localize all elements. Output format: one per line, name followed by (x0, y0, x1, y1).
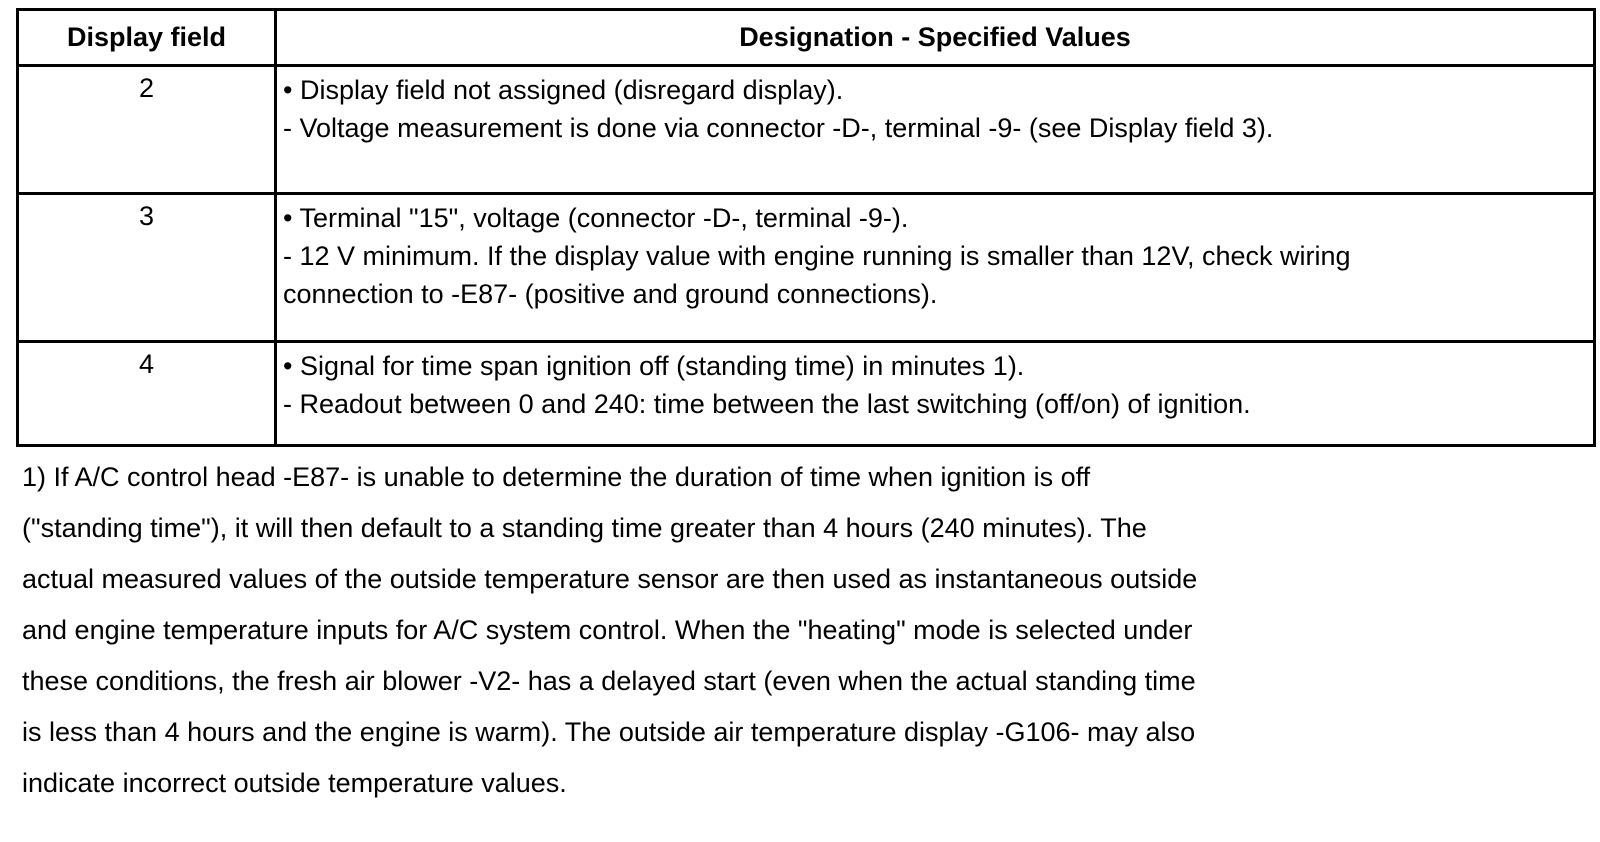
table-header-row (18, 10, 1595, 66)
table-row (18, 66, 1595, 194)
footnote-line: actual measured values of the outside temperature sensor are then used as instantaneous outside (22, 564, 1198, 594)
display-field-number: 2 (18, 66, 276, 194)
footnote-line: and engine temperature inputs for A/C system control. When the "heating" mode is selected under (22, 615, 1193, 645)
footnote-line: 1) If A/C control head -E87- is unable to determine the duration of time when ignition is off (22, 462, 1091, 492)
designation-cell (276, 66, 1595, 194)
designation-line: connection to -E87- (positive and ground connections). (283, 279, 938, 309)
designation-line: • Terminal "15", voltage (connector -D-, terminal -9-). (283, 203, 909, 233)
designation-cell (276, 194, 1595, 342)
header-display-field: Display field (18, 10, 276, 66)
designation-line: - 12 V minimum. If the display value with engine running is smaller than 12V, check wiring (283, 241, 1351, 271)
designation-line: • Signal for time span ignition off (standing time) in minutes 1). (283, 351, 1025, 381)
designation-line: - Readout between 0 and 240: time between the last switching (off/on) of ignition. (283, 389, 1251, 419)
display-field-table (16, 8, 1596, 447)
table-row (18, 342, 1595, 446)
display-field-number: 4 (18, 342, 276, 446)
designation-cell (276, 342, 1595, 446)
footnote-line: indicate incorrect outside temperature values. (22, 768, 567, 798)
footnote-line: is less than 4 hours and the engine is warm). The outside air temperature display -G106- may also (22, 717, 1196, 747)
footnote-line: ("standing time"), it will then default to a standing time greater than 4 hours (240 minutes). The (22, 513, 1147, 543)
footnote (22, 452, 1402, 809)
display-field-number: 3 (18, 194, 276, 342)
header-designation: Designation - Specified Values (276, 10, 1595, 66)
designation-line: - Voltage measurement is done via connector -D-, terminal -9- (see Display field 3). (283, 113, 1274, 143)
table-row (18, 194, 1595, 342)
designation-line: • Display field not assigned (disregard display). (283, 75, 844, 105)
footnote-line: these conditions, the fresh air blower -V2- has a delayed start (even when the actual standing time (22, 666, 1196, 696)
